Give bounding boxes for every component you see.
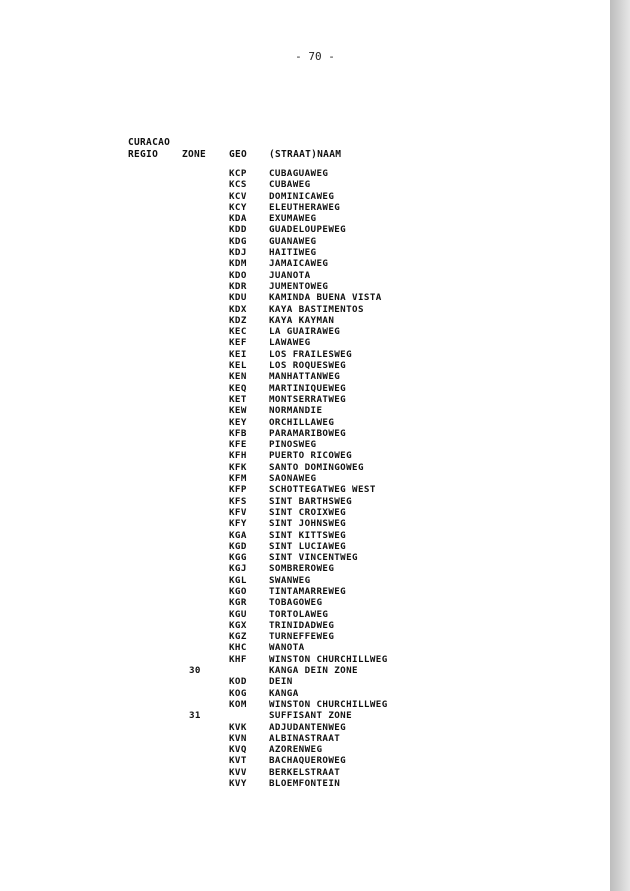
table-row (0, 710, 610, 721)
table-row (0, 722, 610, 733)
street-name-cell: LOS FRAILESWEG (269, 348, 353, 360)
column-header-geo: GEO (229, 149, 248, 160)
geo-code-cell: KGG (229, 552, 247, 564)
geo-code-cell: KET (229, 393, 247, 405)
street-name-cell: SINT JOHNSWEG (269, 518, 347, 530)
street-name-cell: SINT LUCIAWEG (269, 540, 347, 552)
geo-code-cell: KGX (229, 619, 247, 631)
street-name-cell: GUANAWEG (269, 235, 317, 247)
street-name-cell: PARAMARIBOWEG (269, 427, 347, 439)
district-title: CURACAO (128, 137, 171, 148)
street-name-cell: SOMBREROWEG (269, 563, 335, 575)
column-header-naam: (STRAAT)NAAM (269, 149, 342, 160)
geo-code-cell: KHC (229, 642, 247, 654)
geo-code-cell: KHF (229, 653, 247, 665)
geo-code-cell: KFV (229, 506, 247, 518)
table-row (0, 631, 610, 642)
geo-code-cell: KVQ (229, 744, 247, 756)
zone-cell: 30 (189, 665, 201, 677)
table-row (0, 496, 610, 507)
table-row (0, 428, 610, 439)
street-name-cell: ADJUDANTENWEG (269, 721, 347, 733)
street-name-cell: TOBAGOWEG (269, 597, 323, 609)
table-row (0, 462, 610, 473)
geo-code-cell: KGL (229, 574, 247, 586)
table-row (0, 744, 610, 755)
street-name-cell: DEIN (269, 676, 293, 688)
geo-code-cell: KFS (229, 495, 247, 507)
geo-code-cell: KDG (229, 235, 247, 247)
geo-code-cell: KOM (229, 698, 247, 710)
table-row (0, 315, 610, 326)
street-name-cell: MANHATTANWEG (269, 371, 341, 383)
table-row (0, 236, 610, 247)
geo-code-cell: KEC (229, 326, 247, 338)
table-row (0, 360, 610, 371)
table-row (0, 699, 610, 710)
table-row (0, 202, 610, 213)
street-name-cell: SCHOTTEGATWEG WEST (269, 484, 376, 496)
geo-code-cell: KFY (229, 518, 247, 530)
street-name-cell: AZORENWEG (269, 744, 323, 756)
street-name-cell: WINSTON CHURCHILLWEG (269, 653, 388, 665)
table-row (0, 609, 610, 620)
street-name-cell: TORTOLAWEG (269, 608, 329, 620)
geo-code-cell: KGU (229, 608, 247, 620)
street-name-cell: SWANWEG (269, 574, 311, 586)
column-header-regio: REGIO (128, 149, 159, 160)
geo-code-cell: KEY (229, 416, 247, 428)
geo-code-cell: KFK (229, 461, 247, 473)
street-name-cell: ORCHILLAWEG (269, 416, 335, 428)
table-row (0, 767, 610, 778)
street-list (0, 168, 610, 789)
geo-code-cell: KGJ (229, 563, 247, 575)
table-row (0, 552, 610, 563)
street-name-cell: PINOSWEG (269, 439, 317, 451)
table-row (0, 642, 610, 653)
geo-code-cell: KDM (229, 258, 247, 270)
table-row (0, 541, 610, 552)
column-header-zone: ZONE (182, 149, 207, 160)
street-name-cell: SINT CROIXWEG (269, 506, 347, 518)
table-row (0, 417, 610, 428)
street-name-cell: KAYA KAYMAN (269, 314, 335, 326)
table-row (0, 337, 610, 348)
street-name-cell: SAONAWEG (269, 473, 317, 485)
street-name-cell: EXUMAWEG (269, 213, 317, 225)
table-row (0, 168, 610, 179)
table-row (0, 484, 610, 495)
geo-code-cell: KGD (229, 540, 247, 552)
street-name-cell: ELEUTHERAWEG (269, 201, 341, 213)
table-row (0, 507, 610, 518)
geo-code-cell: KDX (229, 303, 247, 315)
street-name-cell: TRINIDADWEG (269, 619, 335, 631)
table-row (0, 688, 610, 699)
geo-code-cell: KDO (229, 269, 247, 281)
street-name-cell: BLOEMFONTEIN (269, 778, 341, 790)
geo-code-cell: KVN (229, 732, 247, 744)
table-row (0, 586, 610, 597)
table-row (0, 281, 610, 292)
street-name-cell: JAMAICAWEG (269, 258, 329, 270)
street-name-cell: SINT BARTHSWEG (269, 495, 353, 507)
street-name-cell: ALBINASTRAAT (269, 732, 341, 744)
street-name-cell: SUFFISANT ZONE (269, 710, 353, 722)
geo-code-cell: KDZ (229, 314, 247, 326)
table-row (0, 563, 610, 574)
geo-code-cell: KVV (229, 766, 247, 778)
table-row (0, 258, 610, 269)
table-row (0, 405, 610, 416)
geo-code-cell: KGR (229, 597, 247, 609)
geo-code-cell: KDA (229, 213, 247, 225)
table-row (0, 755, 610, 766)
geo-code-cell: KDU (229, 292, 247, 304)
street-name-cell: PUERTO RICOWEG (269, 450, 353, 462)
street-name-cell: KANGA DEIN ZONE (269, 665, 358, 677)
table-row (0, 394, 610, 405)
geo-code-cell: KFH (229, 450, 247, 462)
geo-code-cell: KFB (229, 427, 247, 439)
table-row (0, 778, 610, 789)
table-row (0, 439, 610, 450)
geo-code-cell: KOD (229, 676, 247, 688)
street-name-cell: BERKELSTRAAT (269, 766, 341, 778)
table-row (0, 304, 610, 315)
table-row (0, 247, 610, 258)
table-row (0, 191, 610, 202)
table-row (0, 270, 610, 281)
street-name-cell: GUADELOUPEWEG (269, 224, 347, 236)
geo-code-cell: KEQ (229, 382, 247, 394)
street-name-cell: SINT KITTSWEG (269, 529, 347, 541)
table-row (0, 349, 610, 360)
street-name-cell: KAYA BASTIMENTOS (269, 303, 364, 315)
geo-code-cell: KOG (229, 687, 247, 699)
table-row (0, 665, 610, 676)
table-row (0, 518, 610, 529)
street-name-cell: MONTSERRATWEG (269, 393, 347, 405)
street-name-cell: DOMINICAWEG (269, 190, 335, 202)
geo-code-cell: KDR (229, 280, 247, 292)
street-name-cell: CUBAGUAWEG (269, 168, 329, 179)
street-name-cell: LOS ROQUESWEG (269, 360, 347, 372)
street-name-cell: SANTO DOMINGOWEG (269, 461, 364, 473)
street-name-cell: HAITIWEG (269, 247, 317, 259)
table-row (0, 575, 610, 586)
geo-code-cell: KFM (229, 473, 247, 485)
geo-code-cell: KVY (229, 778, 247, 790)
geo-code-cell: KVK (229, 721, 247, 733)
geo-code-cell: KEF (229, 337, 247, 349)
geo-code-cell: KCV (229, 190, 247, 202)
street-name-cell: KANGA (269, 687, 299, 699)
geo-code-cell: KVT (229, 755, 247, 767)
table-row (0, 530, 610, 541)
geo-code-cell: KGZ (229, 631, 247, 643)
street-name-cell: JUANOTA (269, 269, 311, 281)
geo-code-cell: KCP (229, 168, 247, 179)
table-row (0, 326, 610, 337)
street-name-cell: SINT VINCENTWEG (269, 552, 358, 564)
street-name-cell: BACHAQUEROWEG (269, 755, 347, 767)
geo-code-cell: KEI (229, 348, 247, 360)
table-row (0, 371, 610, 382)
street-name-cell: LA GUAIRAWEG (269, 326, 341, 338)
table-row (0, 473, 610, 484)
table-row (0, 292, 610, 303)
street-name-cell: WINSTON CHURCHILLWEG (269, 698, 388, 710)
table-row (0, 654, 610, 665)
street-name-cell: NORMANDIE (269, 405, 323, 417)
geo-code-cell: KGA (229, 529, 247, 541)
table-row (0, 676, 610, 687)
geo-code-cell: KDJ (229, 247, 247, 259)
street-name-cell: CUBAWEG (269, 179, 311, 191)
street-name-cell: KAMINDA BUENA VISTA (269, 292, 382, 304)
geo-code-cell: KGO (229, 585, 247, 597)
street-name-cell: TURNEFFEWEG (269, 631, 335, 643)
geo-code-cell: KEW (229, 405, 247, 417)
geo-code-cell: KEL (229, 360, 247, 372)
street-name-cell: JUMENTOWEG (269, 280, 329, 292)
table-row (0, 733, 610, 744)
street-name-cell: TINTAMARREWEG (269, 585, 347, 597)
table-row (0, 620, 610, 631)
page-edge-shadow (610, 0, 630, 891)
table-row (0, 450, 610, 461)
table-row (0, 213, 610, 224)
geo-code-cell: KCY (229, 201, 247, 213)
page-number: - 70 - (295, 50, 335, 63)
table-row (0, 179, 610, 190)
street-name-cell: WANOTA (269, 642, 305, 654)
zone-cell: 31 (189, 710, 201, 722)
street-name-cell: MARTINIQUEWEG (269, 382, 347, 394)
table-row (0, 383, 610, 394)
table-row (0, 597, 610, 608)
street-name-cell: LAWAWEG (269, 337, 311, 349)
geo-code-cell: KDD (229, 224, 247, 236)
geo-code-cell: KCS (229, 179, 247, 191)
geo-code-cell: KFE (229, 439, 247, 451)
geo-code-cell: KFP (229, 484, 247, 496)
table-row (0, 224, 610, 235)
geo-code-cell: KEN (229, 371, 247, 383)
